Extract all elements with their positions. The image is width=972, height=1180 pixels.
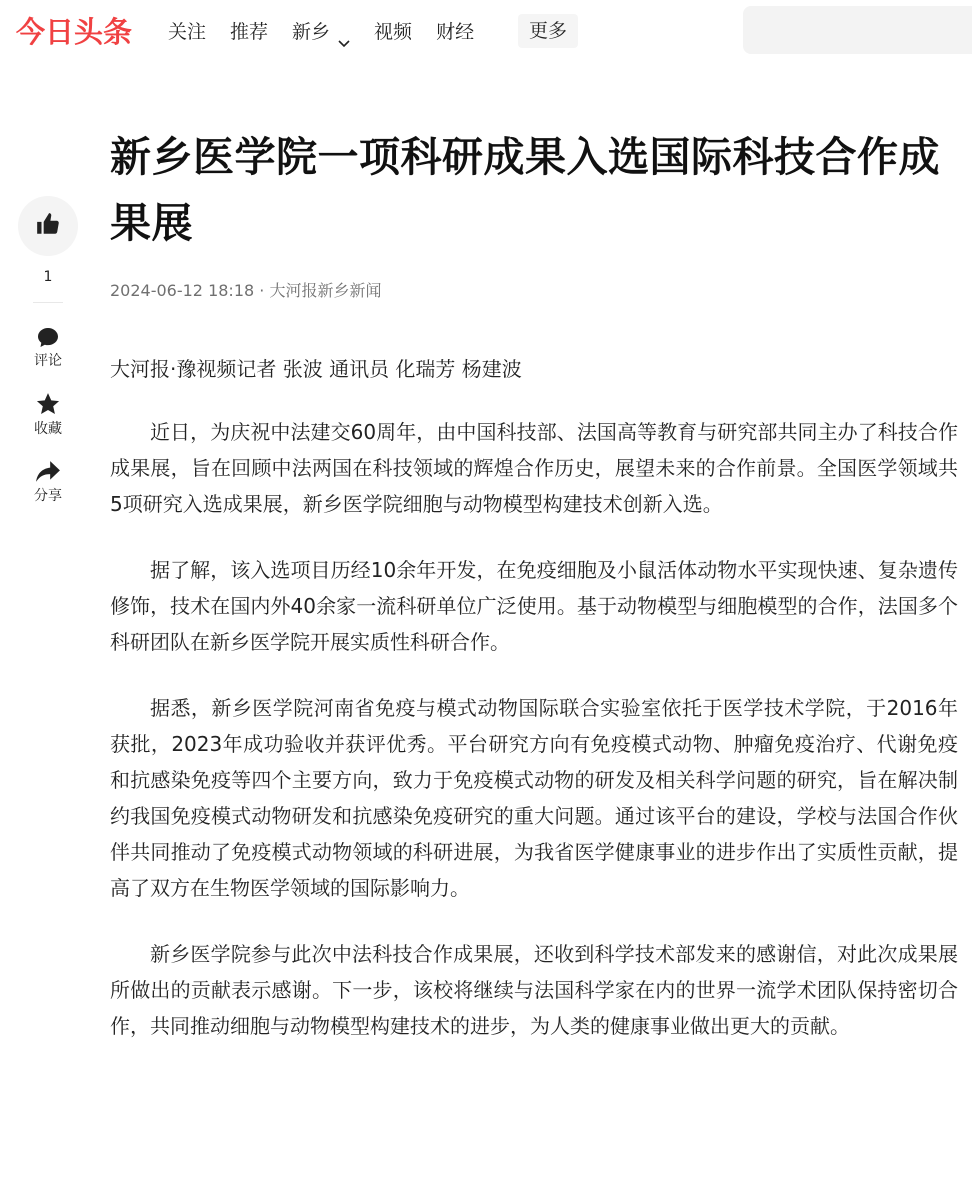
favorite-label: 收藏	[34, 421, 62, 437]
nav-video[interactable]: 视频	[374, 21, 413, 43]
article-title: 新乡医学院一项科研成果入选国际科技合作成果展	[110, 133, 940, 247]
comment-button[interactable]	[16, 325, 80, 370]
favorite-button[interactable]	[16, 391, 80, 438]
article-paragraph: 据了解，该入选项目历经10余年开发，在免疫细胞及小鼠活体动物水平实现快速、复杂遗传修饰，技术在国内外40余家一流科研单位广泛使用。基于动物模型与细胞模型的合作，法国多个科研团队在新乡医学院开展实质性科研合作。	[110, 558, 958, 654]
star-icon	[16, 391, 80, 417]
article-paragraph: 新乡医学院参与此次中法科技合作成果展，还收到科学技术部发来的感谢信，对此次成果展所做出的贡献表示感谢。下一步，该校将继续与法国科学家在内的世界一流学术团队保持密切合作，共同推动细胞与动物模型构建技术的进步，为人类的健康事业做出更大的贡献。	[110, 942, 958, 1038]
thumbs-up-icon	[35, 211, 61, 241]
nav-recommend[interactable]: 推荐	[230, 21, 269, 43]
publish-date: 2024-06-12 18:18	[110, 281, 255, 300]
rail-divider	[33, 302, 63, 303]
chevron-down-icon	[338, 28, 350, 36]
article	[110, 124, 958, 1044]
comment-label: 评论	[34, 353, 62, 369]
nav-city-label: 新乡	[292, 21, 331, 43]
article-source[interactable]: 大河报新乡新闻	[269, 281, 382, 300]
article-paragraph: 据悉，新乡医学院河南省免疫与模式动物国际联合实验室依托于医学技术学院，于2016年获批，2023年成功验收并获评优秀。平台研究方向有免疫模式动物、肿瘤免疫治疗、代谢免疫和抗感染免疫等四个主要方向，致力于免疫模式动物的研发及相关科学问题的研究，旨在解决制约我国免疫模式动物研发和抗感染免疫研究的重大问题。通过该平台的建设，学校与法国合作伙伴共同推动了免疫模式动物领域的科研进展，为我省医学健康事业的进步作出了实质性贡献，提高了双方在生物医学领域的国际影响力。	[110, 696, 958, 900]
like-count: 1	[43, 269, 53, 285]
share-label: 分享	[34, 488, 62, 504]
nav-finance[interactable]: 财经	[436, 21, 475, 43]
article-action-rail	[16, 196, 80, 505]
search-input[interactable]	[743, 6, 972, 54]
meta-separator: ·	[254, 281, 270, 300]
toutiao-logo[interactable]: 今日头条	[16, 15, 133, 49]
top-navigation-bar	[0, 0, 972, 62]
article-meta	[110, 280, 958, 302]
nav-more-button[interactable]: 更多	[518, 14, 578, 48]
article-byline: 大河报·豫视频记者 张波 通讯员 化瑞芳 杨建波	[110, 357, 522, 381]
like-button[interactable]	[18, 196, 78, 256]
share-arrow-icon	[16, 460, 80, 484]
main-nav	[168, 18, 498, 46]
comment-icon	[16, 325, 80, 349]
nav-city-dropdown[interactable]	[292, 18, 350, 46]
article-paragraph: 近日，为庆祝中法建交60周年，由中国科技部、法国高等教育与研究部共同主办了科技合作成果展，旨在回顾中法两国在科技领域的辉煌合作历史，展望未来的合作前景。全国医学领域共5项研究入选成果展，新乡医学院细胞与动物模型构建技术创新入选。	[110, 420, 958, 516]
share-button[interactable]	[16, 460, 80, 505]
nav-follow[interactable]: 关注	[168, 21, 207, 43]
